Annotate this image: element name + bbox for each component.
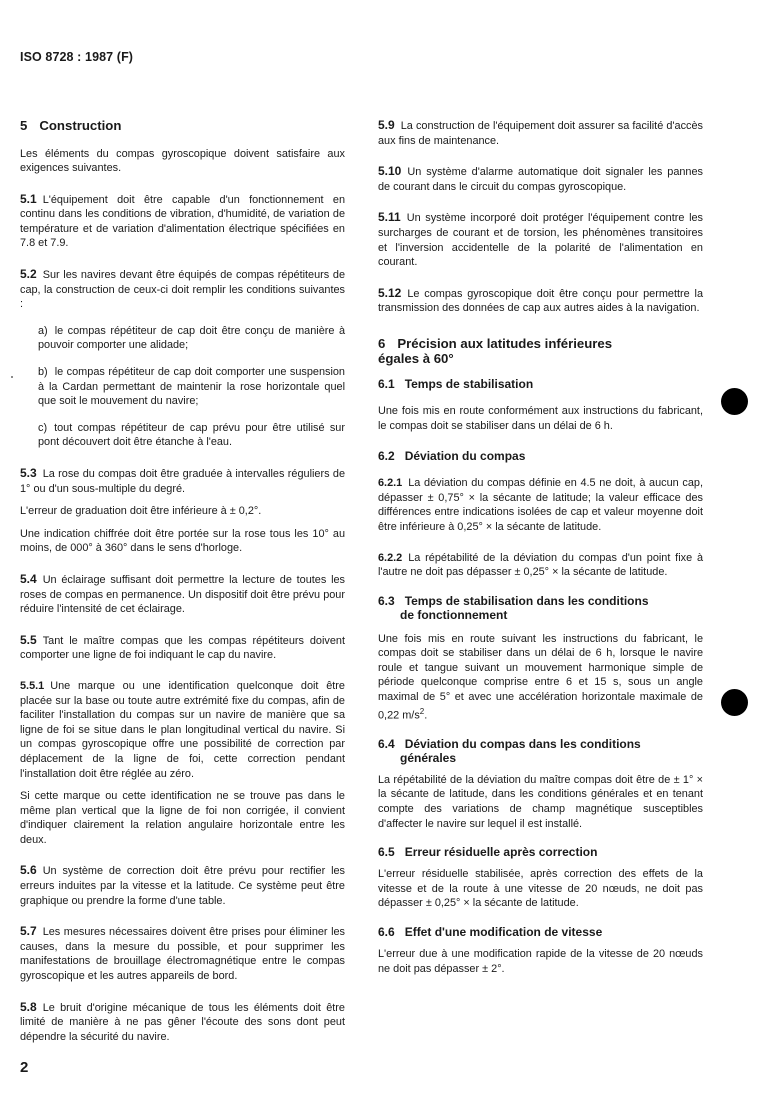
subsection-number: 6.5: [378, 845, 395, 860]
clause-text: Une marque ou une identification quelconque doit être placée sur la base ou toute autre extrémité fixe du compas, afin de faciliter l'installation du compas sur un navire de manière que sa ligne de foi se situe dans le plan longitudinal vertical du navire. Si un compas gyroscopique offre une possibilité de correction par déplacement de la ligne de foi, cette correction pendant l'installation doit être réglée au zéro.: [20, 679, 345, 780]
clause-5-12: [378, 286, 703, 316]
section-number: 5: [20, 118, 28, 133]
clause-text: Les mesures nécessaires doivent être prises pour éliminer les causes, dans la mesure du possible, et pour supprimer les manifestations de brouillage électromagnétique entre le compas gyroscopique et les autres appareils de bord.: [20, 926, 345, 983]
clause-text: Un éclairage suffisant doit permettre la lecture de toutes les roses de compas en permanence. Un dispositif doit être prévu pour réduire l'intensité de cet éclairage.: [20, 573, 345, 616]
section-6-heading: [378, 336, 703, 367]
sentence-end: .: [424, 709, 428, 722]
section-5-heading: [20, 118, 345, 134]
section-6-5-text: L'erreur résiduelle stabilisée, après correction des effets de la vitesse et de la route à une vitesse de 20 nœuds, ne doit pas dépasser ± 0,25° × la sécante de latitude.: [378, 868, 703, 910]
clause-5-1: [20, 192, 345, 251]
section-title: Construction: [39, 118, 122, 133]
section-6-4-text: La répétabilité de la déviation du maître compas doit être de ± 1° × la sécante de latitude, dans les conditions générales et en tenant compte des variations de champ magnétique susceptibles d'affecter le navire sur lequel il est installé.: [378, 773, 703, 830]
right-column: [378, 118, 703, 992]
clause-text: La répétabilité de la déviation du compas d'un point fixe à l'autre ne doit pas dépasser ± 0,25° × la sécante de latitude.: [378, 551, 703, 579]
section-6-5-heading: [378, 845, 703, 859]
subsection-number: 6.2: [378, 449, 395, 464]
clause-5-5-1-note: Si cette marque ou cette identification ne se trouve pas dans le même plan vertical que la ligne de foi non corrigée, il convient d'indiquer clairement la relation angulaire horizontale entre les deux.: [20, 790, 345, 846]
section-number: 6: [378, 335, 386, 351]
clause-text: L'équipement doit être capable d'un fonctionnement en continu dans les conditions de vibration, d'humidité, de variation de température et de variation d'alimentation électrique spécifiées en 7.8 et 7.9.: [20, 193, 345, 250]
clause-5-3-tolerance: L'erreur de graduation doit être inférieure à ± 0,2°.: [20, 505, 262, 518]
clause-5-8: [20, 1000, 345, 1045]
clause-text: Le bruit d'origine mécanique de tous les éléments doit être limité de manière à ne pas gêner l'écoute des sons dont peut dépendre la sécurité du navire.: [20, 1001, 345, 1043]
clause-text: Le compas gyroscopique doit être conçu pour permettre la transmission des données de cap aux autres aides à la navigation.: [378, 287, 703, 315]
clause-5-2: [20, 267, 345, 312]
clause-5-3-marking: Une indication chiffrée doit être portée sur la rose tous les 10° au moins, de 000° à 360° dans le sens d'horloge.: [20, 527, 345, 555]
clause-number: 5.12: [378, 285, 402, 300]
subsection-number: 6.6: [378, 925, 395, 940]
subsection-title-line2: générales: [400, 750, 457, 765]
subsection-number: 6.1: [378, 376, 395, 391]
margin-speck: [11, 376, 13, 378]
subsection-title: Erreur résiduelle après correction: [404, 845, 598, 860]
subsection-title: Effet d'une modification de vitesse: [404, 925, 603, 940]
subsection-title-line1: Temps de stabilisation dans les conditions: [404, 593, 649, 608]
section-6-3-heading: [378, 594, 703, 622]
section-6-6-heading: [378, 925, 703, 939]
list-text: le compas répétiteur de cap doit être conçu de manière à pouvoir comporter une alidade;: [38, 324, 345, 352]
clause-5-11: [378, 210, 703, 269]
binding-hole-bottom: [721, 689, 748, 716]
section-5-intro: Les éléments du compas gyroscopique doivent satisfaire aux exigences suivantes.: [20, 147, 345, 175]
clause-number: 5.8: [20, 999, 37, 1014]
section-6-1-text: Une fois mis en route conformément aux instructions du fabricant, le compas doit se stabiliser dans un délai de 6 h.: [378, 404, 703, 432]
clause-number: 6.2.2: [378, 551, 403, 564]
clause-text: La déviation du compas définie en 4.5 ne doit, à aucun cap, dépasser ± 0,75° × la sécante de latitude; la valeur efficace des différences entre indications isolées de cap et valeur moyenne doit être inférieure à 0,25° × la sécante de latitude.: [378, 477, 703, 533]
clause-number: 5.11: [378, 210, 401, 225]
binding-hole-top: [721, 388, 748, 415]
section-title-line2: égales à 60°: [378, 351, 454, 367]
section-6-6-text: L'erreur due à une modification rapide de la vitesse de 20 nœuds ne doit pas dépasser ± 2°.: [378, 948, 703, 975]
page-number: 2: [20, 1059, 29, 1076]
subsection-number: 6.3: [378, 593, 395, 608]
clause-number: 5.5: [20, 632, 37, 647]
clause-5-4: [20, 572, 345, 617]
clause-number: 5.2: [20, 267, 37, 282]
clause-5-3: [20, 466, 345, 496]
clause-text: Tant le maître compas que les compas répétiteurs doivent comporter une ligne de foi indiquant le cap du navire.: [20, 634, 345, 662]
clause-number: 5.7: [20, 924, 37, 939]
clause-number: 5.1: [20, 191, 37, 206]
clause-5-10: [378, 164, 703, 194]
clause-5-7: [20, 924, 345, 983]
list-text: le compas répétiteur de cap doit comporter une suspension à la Cardan permettant de maintenir la rose horizontale quel que soit le mouvement du navire;: [38, 366, 345, 408]
section-6-4-heading: [378, 737, 703, 765]
subsection-title-line2: de fonctionnement: [400, 607, 508, 622]
clause-number: 5.3: [20, 466, 37, 480]
subsection-number: 6.4: [378, 736, 395, 751]
clause-number: 5.10: [378, 164, 402, 179]
clause-number: 5.6: [20, 863, 37, 878]
section-6-2-heading: [378, 449, 703, 463]
clause-6-2-2: [378, 551, 703, 580]
subsection-title-line1: Déviation du compas dans les conditions: [404, 736, 641, 751]
section-6-3-body: Une fois mis en route suivant les instructions du fabricant, le compas doit se stabiliser dans un délai de 6 h, lorsque le navire roule et tangue suivant un mouvement harmonique simple de période quelconque comprise entre 6 et 15 s, sous un angle maximal de 5° et avec une accélération horizontale maximale de 0,22 m/s: [378, 632, 703, 722]
list-label: a): [38, 324, 48, 337]
clause-number: 6.2.1: [378, 477, 403, 490]
list-item-c: [20, 421, 345, 450]
subsection-title: Temps de stabilisation: [404, 376, 534, 391]
clause-text: La rose du compas doit être graduée à intervalles réguliers de 1° ou d'un sous-multiple du degré.: [20, 468, 345, 495]
clause-text: Un système de correction doit être prévu pour rectifier les erreurs induites par la vitesse et la latitude. Ce système peut être graphique ou prendre la forme d'une table.: [20, 865, 345, 907]
subsection-title: Déviation du compas: [404, 449, 526, 464]
list-label: b): [38, 366, 48, 379]
left-column: [20, 118, 345, 1060]
clause-number: 5.5.1: [20, 679, 45, 692]
clause-number: 5.4: [20, 571, 37, 586]
clause-text: Un système d'alarme automatique doit signaler les pannes de courant dans le circuit du compas gyroscopique.: [378, 166, 703, 193]
clause-text: Un système incorporé doit protéger l'équipement contre les surcharges de courant et de torsion, les phénomènes transitoires et l'inversion accidentelle de la polarité de l'alimentation en courant.: [378, 212, 703, 269]
section-title-line1: Précision aux latitudes inférieures: [397, 335, 613, 351]
section-6-1-heading: [378, 377, 703, 391]
list-label: c): [38, 421, 48, 434]
list-item-b: [20, 365, 345, 409]
clause-5-9: [378, 118, 703, 148]
clause-text: La construction de l'équipement doit assurer sa facilité d'accès aux fins de maintenance.: [378, 120, 703, 147]
clause-text: Sur les navires devant être équipés de compas répétiteurs de cap, la construction de ceux-ci doit remplir les conditions suivantes :: [20, 269, 345, 311]
clause-5-6: [20, 863, 345, 908]
clause-number: 5.9: [378, 118, 395, 132]
exponent: 2: [419, 706, 425, 716]
clause-6-2-1: [378, 476, 703, 534]
clause-5-5: [20, 633, 345, 663]
document-header: ISO 8728 : 1987 (F): [20, 50, 134, 64]
list-item-a: [20, 324, 345, 353]
section-6-3-text: [378, 632, 703, 723]
list-text: tout compas répétiteur de cap prévu pour être utilisé sur pont découvert doit être étanche à l'eau.: [38, 421, 345, 449]
clause-5-5-1: [20, 679, 345, 781]
